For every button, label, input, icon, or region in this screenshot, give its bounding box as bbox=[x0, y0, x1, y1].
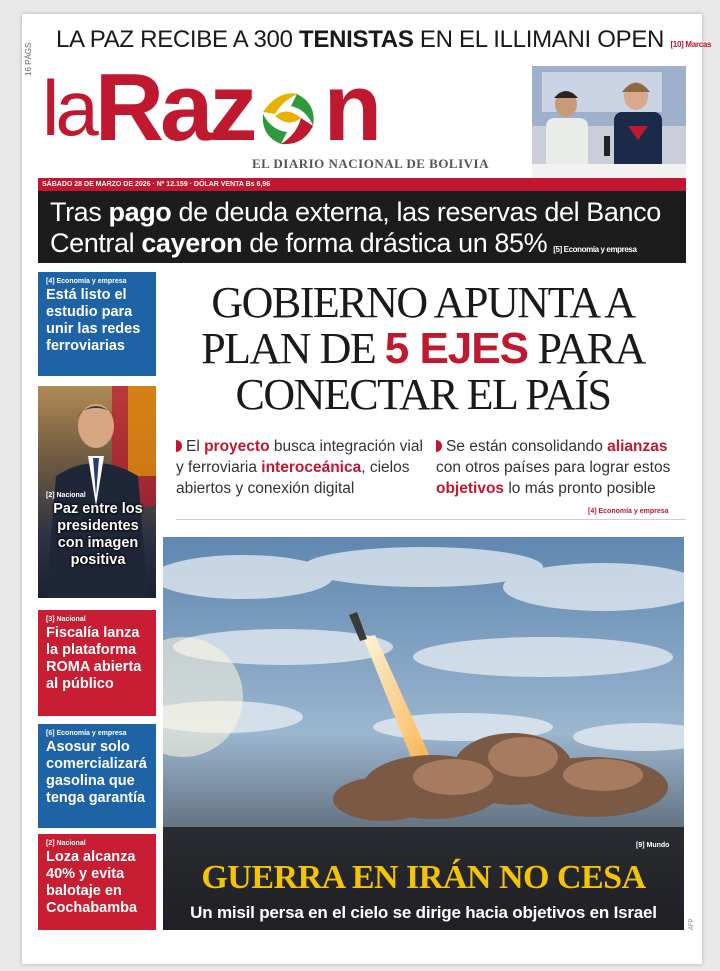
brief-headline: Fiscalía lanza la plataforma ROMA abierta al público bbox=[46, 625, 142, 692]
banner-line-2 bbox=[50, 228, 686, 265]
brief-headline: Asosur solo comercializará gasolina que tenga garantía bbox=[46, 739, 147, 806]
bullet-highlight: proyecto bbox=[204, 438, 270, 455]
brief-headline: Loza alcanza 40% y evita balotaje en Cochabamba bbox=[46, 849, 138, 916]
brief-presidents[interactable] bbox=[38, 386, 156, 598]
main-section: [4] Economía y empresa bbox=[588, 508, 669, 515]
bullet-text: , cielos abiertos y conexión digital bbox=[176, 459, 410, 497]
header-photo-tennis[interactable] bbox=[532, 66, 686, 180]
brief-headline: Está listo el estudio para unir las redes ferroviarias bbox=[46, 287, 141, 354]
brief-caption bbox=[46, 492, 150, 569]
bullet-text: con otros países para lograr estos bbox=[436, 459, 671, 476]
masthead-tagline: EL DIARIO NACIONAL DE BOLIVIA bbox=[252, 156, 489, 171]
teaser-text: LA PAZ RECIBE A 300 bbox=[56, 26, 300, 53]
brief-fiscalia[interactable] bbox=[38, 610, 156, 716]
headline-text: PLAN DE bbox=[201, 324, 385, 373]
teaser-text-end: EN EL ILLIMANI OPEN bbox=[413, 26, 665, 53]
banner-line-1 bbox=[50, 197, 686, 228]
banner-text: de forma drástica un 85% bbox=[242, 228, 548, 258]
brief-asosur[interactable] bbox=[38, 724, 156, 828]
bullet-text: El bbox=[186, 438, 205, 455]
top-teaser[interactable] bbox=[56, 26, 712, 54]
wiphala-o-icon bbox=[253, 82, 323, 152]
brief-section: [3] Nacional bbox=[46, 616, 86, 623]
headline-text: PARA bbox=[527, 324, 645, 373]
bullet-highlight: interoceánica bbox=[261, 459, 362, 476]
masthead-logo bbox=[42, 54, 379, 161]
brief-headline: Paz entre los presidentes con imagen positiva bbox=[53, 501, 143, 568]
bullet-text: lo más pronto posible bbox=[504, 480, 656, 497]
main-headline-line-3: CONECTAR EL PAÍS bbox=[235, 370, 611, 419]
bullet-text: Se están consolidando bbox=[446, 438, 608, 455]
banner-headline[interactable] bbox=[38, 191, 686, 263]
logo-la: la bbox=[42, 64, 95, 152]
bullet-1 bbox=[176, 436, 426, 499]
bullet-2 bbox=[436, 436, 686, 499]
brief-section: [2] Nacional bbox=[46, 492, 86, 499]
page-count: 16 PÁGS bbox=[24, 42, 33, 76]
bullet-marker-icon bbox=[436, 440, 442, 452]
divider bbox=[176, 519, 686, 520]
brief-section: [4] Economía y empresa bbox=[46, 278, 127, 285]
brief-railways[interactable] bbox=[38, 272, 156, 376]
headline-highlight: 5 EJES bbox=[384, 324, 528, 373]
logo-n: n bbox=[323, 54, 379, 161]
bullet-highlight: alianzas bbox=[607, 438, 668, 455]
brief-loza[interactable] bbox=[38, 834, 156, 930]
logo-raz: Raz bbox=[94, 54, 254, 161]
banner-text: Tras bbox=[50, 197, 109, 227]
banner-bold: cayeron bbox=[141, 228, 243, 258]
teaser-section: [10] Marcas bbox=[670, 40, 712, 49]
dateline-bar: SÁBADO 28 DE MARZO DE 2026 · Nº 12.159 · DÓLAR VENTA Bs 6,96 bbox=[38, 178, 686, 191]
bullet-text: busca integración vial y ferroviaria bbox=[176, 438, 423, 476]
main-headline-line-2 bbox=[160, 326, 686, 372]
main-headline-line-1: GOBIERNO APUNTA A bbox=[211, 278, 635, 327]
photo-credit: AFP bbox=[689, 918, 695, 930]
banner-section: [5] Economía y empresa bbox=[553, 245, 637, 254]
iran-subhead: Un misil persa en el cielo se dirige hacia objetivos en Israel bbox=[190, 903, 657, 922]
teaser-bold: TENISTAS bbox=[299, 26, 414, 53]
bullet-marker-icon bbox=[176, 440, 182, 452]
iran-headline[interactable]: GUERRA EN IRÁN NO CESA bbox=[201, 859, 646, 896]
banner-text: de deuda externa, las reservas del Banco bbox=[171, 197, 661, 227]
photo-section: [9] Mundo bbox=[636, 842, 670, 849]
brief-section: [6] Economía y empresa bbox=[46, 730, 127, 737]
main-headline[interactable] bbox=[160, 280, 686, 418]
banner-text: Central bbox=[50, 228, 142, 258]
banner-bold: pago bbox=[108, 197, 172, 227]
bullet-highlight: objetivos bbox=[436, 480, 505, 497]
brief-section: [2] Nacional bbox=[46, 840, 86, 847]
